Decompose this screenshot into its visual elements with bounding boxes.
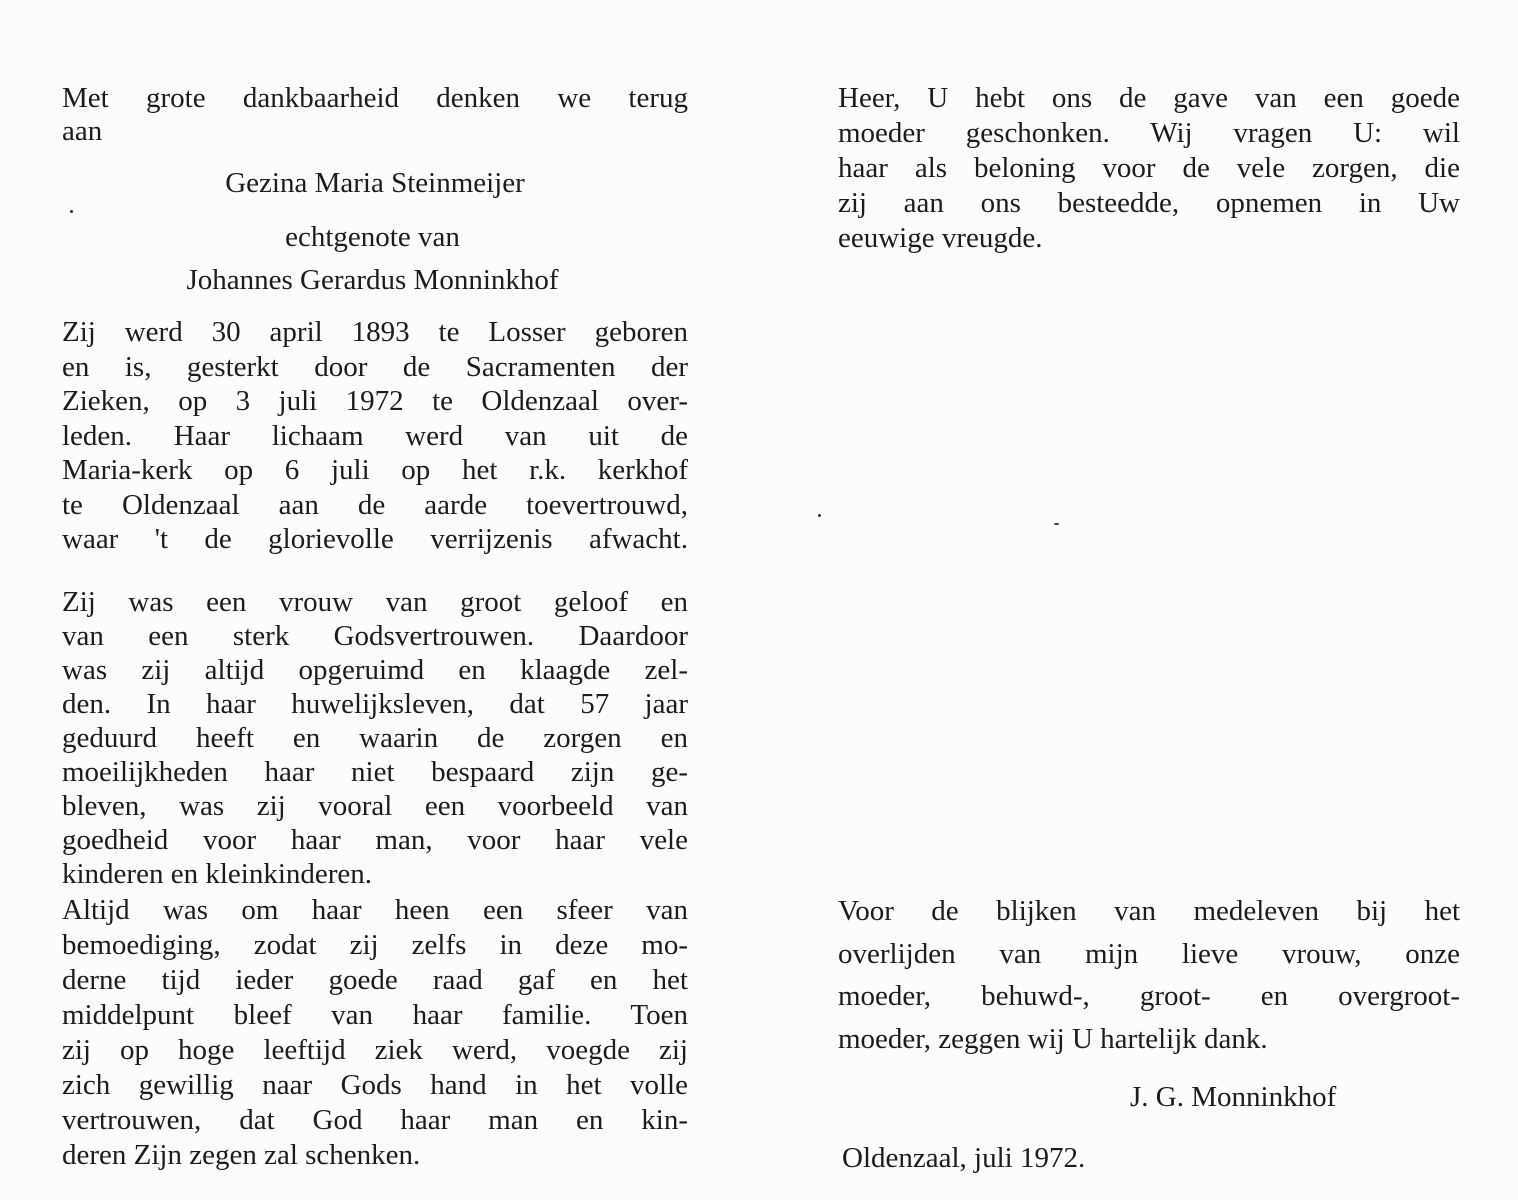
text-line: bemoediging, zodat zij zelfs in deze mo- (62, 929, 688, 961)
text-line: leden. Haar lichaam werd van uit de (62, 419, 688, 452)
text-line: geduurd heeft en waarin de zorgen en (62, 722, 688, 754)
spouse-name: Johannes Gerardus Monninkhof (186, 264, 559, 296)
text-line: Altijd was om haar heen een sfeer van (62, 894, 688, 926)
scan-speck (1054, 523, 1059, 525)
text-line: zij op hoge leeftijd ziek werd, voegde zij (62, 1034, 688, 1066)
thanks (838, 890, 1460, 1060)
text-line: derne tijd ieder goede raad gaf en het (62, 964, 688, 996)
place-date-block (842, 1141, 1085, 1175)
text-line: middelpunt bleef van haar familie. Toen (62, 999, 688, 1031)
text-line: vertrouwen, dat God haar man en kin- (62, 1104, 688, 1136)
text-line: van een sterk Godsvertrouwen. Daardoor (62, 620, 688, 652)
paragraph-biography (62, 315, 688, 557)
text-line: kinderen en kleinkinderen. (62, 858, 373, 890)
deceased-name-block (100, 166, 650, 200)
text-line: eeuwige vreugde. (838, 222, 1043, 254)
text-line: goedheid voor haar man, voor haar vele (62, 824, 688, 856)
intro-line: Met grote dankbaarheid denken we terug (62, 82, 688, 114)
intro (62, 81, 688, 147)
text-line: Voor de blijken van medeleven bij het (838, 895, 1460, 927)
signature-block (1130, 1080, 1336, 1114)
prayer (838, 81, 1460, 256)
text-line: overlijden van mijn lieve vrouw, onze (838, 937, 1460, 970)
text-line: Heer, U hebt ons de gave van een goede (838, 82, 1460, 114)
text-line: moeilijkheden haar niet bespaard zijn ge- (62, 756, 688, 788)
text-line: waar 't de glorievolle verrijzenis afwacht. (62, 523, 688, 555)
text-line: Maria-kerk op 6 juli op het r.k. kerkhof (62, 454, 688, 486)
text-line: was zij altijd opgeruimd en klaagde zel- (62, 654, 688, 686)
text-line: zich gewillig naar Gods hand in het volle (62, 1069, 688, 1101)
text-line: bleven, was zij vooral een voorbeeld van (62, 790, 688, 822)
paragraph-family (62, 893, 688, 1173)
text-line: moeder, zeggen wij U hartelijk dank. (838, 1022, 1268, 1055)
text-line: Zieken, op 3 juli 1972 te Oldenzaal over- (62, 385, 688, 417)
deceased-name: Gezina Maria Steinmeijer (225, 167, 525, 199)
text-line: Zij was een vrouw van groot geloof en (62, 586, 688, 618)
text-line: haar als beloning voor de vele zorgen, die (838, 152, 1460, 184)
intro-line: aan (62, 115, 103, 147)
text-line: Zij werd 30 april 1893 te Losser geboren (62, 316, 688, 348)
scan-speck (818, 514, 821, 517)
text-line: te Oldenzaal aan de aarde toevertrouwd, (62, 488, 688, 521)
scan-speck (70, 210, 73, 213)
spouse-block (100, 220, 645, 297)
place-date: Oldenzaal, juli 1972. (842, 1142, 1086, 1174)
text-line: moeder, behuwd-, groot- en overgroot- (838, 980, 1460, 1012)
text-line: den. In haar huwelijksleven, dat 57 jaar (62, 688, 688, 720)
spouse-label: echtgenote van (285, 221, 460, 253)
text-line: zij aan ons besteedde, opnemen in Uw (838, 187, 1460, 219)
signature: J. G. Monninkhof (1130, 1081, 1337, 1113)
text-line: deren Zijn zegen zal schenken. (62, 1139, 421, 1171)
text-line: en is, gesterkt door de Sacramenten der (62, 350, 688, 383)
text-line: moeder geschonken. Wij vragen U: wil (838, 117, 1460, 149)
paragraph-character (62, 585, 688, 891)
